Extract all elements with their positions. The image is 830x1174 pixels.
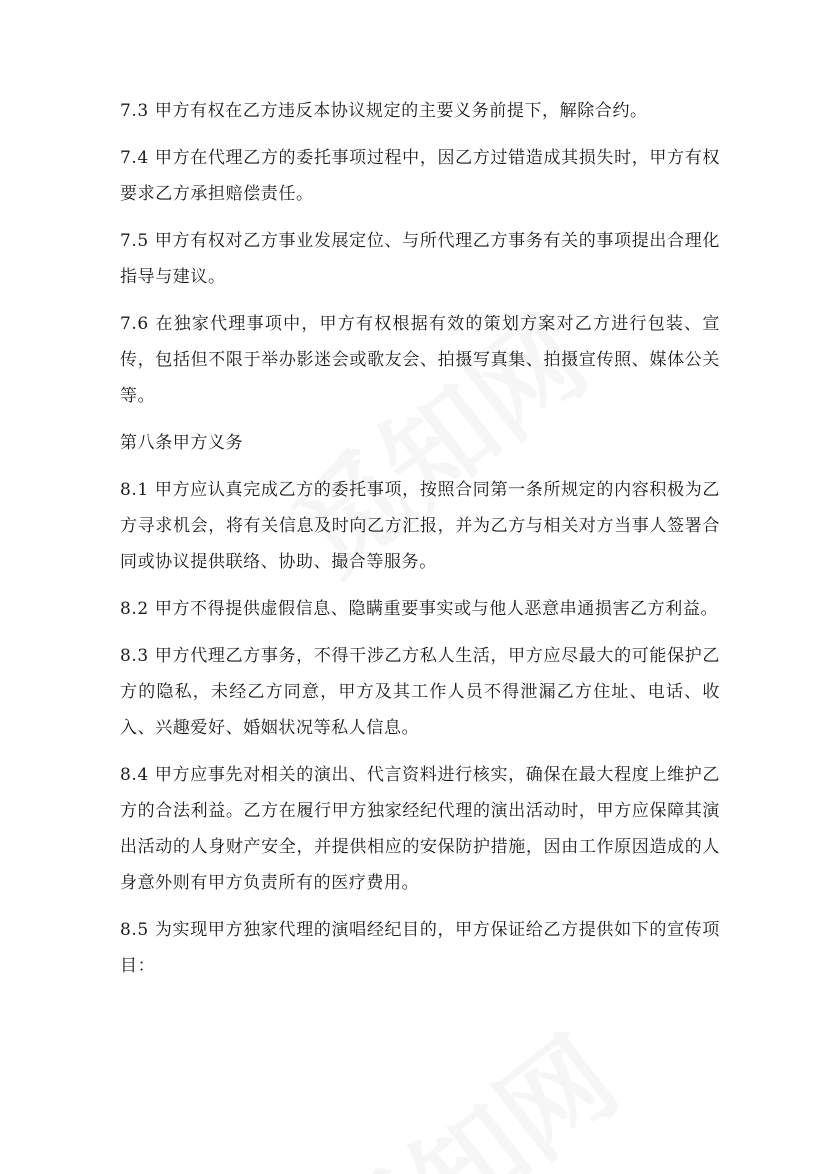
clause-8-2: 8.2 甲方不得提供虚假信息、隐瞒重要事实或与他人恶意串通损害乙方利益。: [120, 599, 719, 619]
clause-7-6: 7.6 在独家代理事项中，甲方有权根据有效的策划方案对乙方进行包装、宣传，包括但不限于举办影迷会或歌友会、拍摄写真集、拍摄宣传照、媒体公关等。: [120, 314, 720, 406]
section-heading-article-8: 第八条甲方义务: [120, 433, 244, 453]
clause-7-4: 7.4 甲方在代理乙方的委托事项过程中，因乙方过错造成其损失时，甲方有权要求乙方承担赔偿责任。: [120, 148, 720, 204]
clause-7-5: 7.5 甲方有权对乙方事业发展定位、与所代理乙方事务有关的事项提出合理化指导与建议。: [120, 231, 720, 287]
clause-8-5: 8.5 为实现甲方独家代理的演唱经纪目的，甲方保证给乙方提供如下的宣传项目：: [120, 920, 720, 976]
clause-7-3: 7.3 甲方有权在乙方违反本协议规定的主要义务前提下，解除合约。: [120, 101, 648, 121]
clause-8-1: 8.1 甲方应认真完成乙方的委托事项，按照合同第一条所规定的内容积极为乙方寻求机会，将有关信息及时向乙方汇报，并为乙方与相关对方当事人签署合同或协议提供联络、协助、撮合等服务。: [120, 480, 720, 572]
clause-8-4: 8.4 甲方应事先对相关的演出、代言资料进行核实，确保在最大程度上维护乙方的合法利益。乙方在履行甲方独家经纪代理的演出活动时，甲方应保障其演出活动的人身财产安全，并提供相应的安保防护措施，因由工作原因造成的人身意外则有甲方负责所有的医疗费用。: [120, 765, 720, 893]
watermark: [286, 995, 643, 1174]
clause-8-3: 8.3 甲方代理乙方事务，不得干涉乙方私人生活，甲方应尽最大的可能保护乙方的隐私，未经乙方同意，甲方及其工作人员不得泄漏乙方住址、电话、收入、兴趣爱好、婚姻状况等私人信息。: [120, 646, 720, 738]
document-body: [120, 93, 720, 995]
